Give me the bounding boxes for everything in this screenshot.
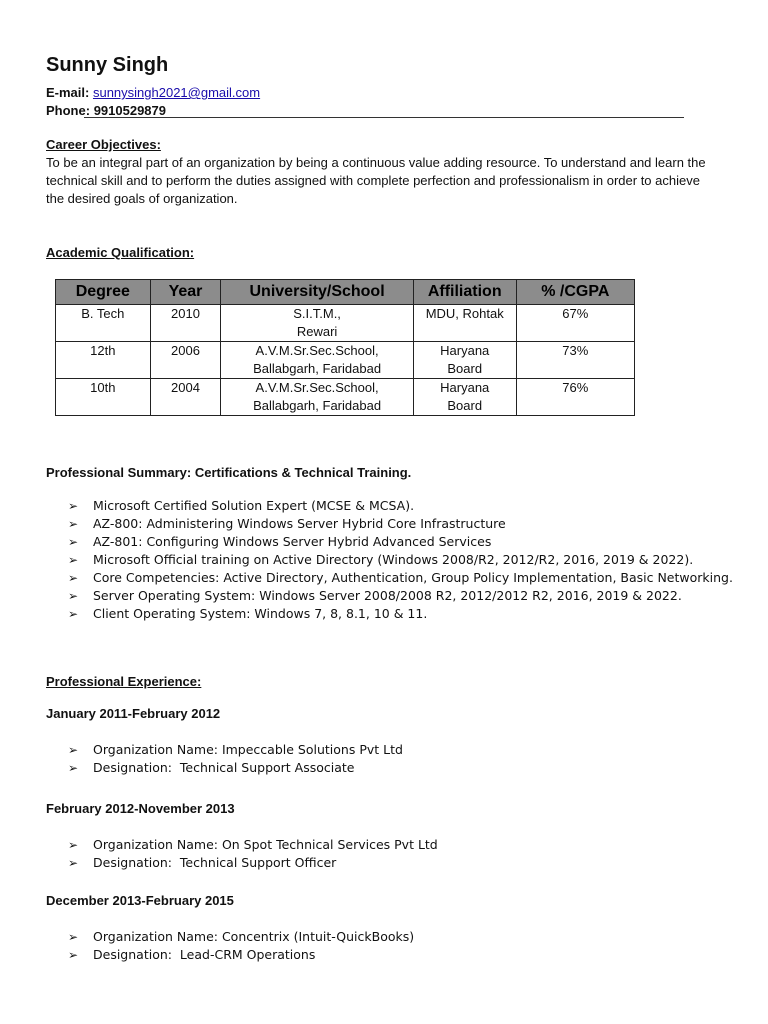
header-divider (84, 117, 684, 118)
list-item (46, 497, 733, 515)
cell-score: 73% (516, 342, 634, 379)
cell-year: 2004 (150, 379, 221, 416)
cell-degree: B. Tech (56, 305, 151, 342)
list-item (46, 587, 733, 605)
arrow-bullet-icon: ➢ (68, 499, 79, 513)
cell-degree: 10th (56, 379, 151, 416)
academic-table (55, 279, 635, 416)
school-line-2: Ballabgarh, Faridabad (253, 361, 382, 376)
cell-degree: 12th (56, 342, 151, 379)
arrow-bullet-icon: ➢ (68, 571, 79, 585)
col-year: Year (150, 280, 221, 305)
summary-section (46, 464, 726, 482)
certification-list (46, 497, 733, 623)
job-details-list (46, 928, 733, 964)
cell-school (221, 342, 413, 379)
list-item (46, 741, 733, 759)
list-item-text: AZ-801: Configuring Windows Server Hybrid Advanced Services (93, 534, 492, 549)
arrow-bullet-icon: ➢ (68, 930, 79, 944)
school-line-2: Rewari (296, 324, 338, 339)
arrow-bullet-icon: ➢ (68, 517, 79, 531)
summary-title: Professional Summary: Certifications & Technical Training. (46, 465, 412, 480)
list-item-text: Core Competencies: Active Directory, Authentication, Group Policy Implementation, Basic Networking. (93, 570, 733, 585)
experience-title: Professional Experience: (46, 674, 202, 689)
job-details-list (46, 741, 733, 777)
list-item-text: AZ-800: Administering Windows Server Hybrid Core Infrastructure (93, 516, 506, 531)
list-item (46, 759, 733, 777)
list-item (46, 569, 733, 587)
job-designation: Designation: Technical Support Officer (93, 855, 337, 870)
table-row (56, 305, 635, 342)
career-objectives-section (46, 136, 726, 208)
cell-school (221, 379, 413, 416)
school-line-2: Ballabgarh, Faridabad (253, 398, 382, 413)
list-item (46, 533, 733, 551)
arrow-bullet-icon: ➢ (68, 761, 79, 775)
cell-score: 76% (516, 379, 634, 416)
list-item-text: Client Operating System: Windows 7, 8, 8.1, 10 & 11. (93, 606, 428, 621)
list-item-text: Microsoft Certified Solution Expert (MCSE & MCSA). (93, 498, 415, 513)
email-label: E-mail: (46, 85, 90, 100)
career-objectives-text: To be an integral part of an organization by being a continuous value adding resource. To understand and learn the technical skill and to perform the duties assigned with complete perfection and professionalism in order to achieve the desired goals of organization. (46, 155, 706, 206)
arrow-bullet-icon: ➢ (68, 589, 79, 603)
job-organization: Organization Name: Impeccable Solutions Pvt Ltd (93, 742, 403, 757)
academic-section (46, 244, 726, 262)
list-item (46, 946, 733, 964)
job-designation: Designation: Technical Support Associate (93, 760, 355, 775)
affiliation-line-1: Haryana (440, 343, 490, 358)
table-row (56, 342, 635, 379)
school-line-1: S.I.T.M., (293, 306, 341, 321)
col-affiliation: Affiliation (413, 280, 516, 305)
school-line-1: A.V.M.Sr.Sec.School, (255, 380, 379, 395)
cell-score: 67% (516, 305, 634, 342)
resume-header (46, 52, 726, 120)
arrow-bullet-icon: ➢ (68, 743, 79, 757)
list-item (46, 836, 733, 854)
phone-label: Phone: (46, 103, 91, 118)
table-row (56, 379, 635, 416)
list-item (46, 605, 733, 623)
academic-title: Academic Qualification: (46, 245, 195, 260)
job-period: January 2011-February 2012 (46, 706, 221, 721)
col-score: % /CGPA (516, 280, 634, 305)
job-designation: Designation: Lead-CRM Operations (93, 947, 316, 962)
col-degree: Degree (56, 280, 151, 305)
arrow-bullet-icon: ➢ (68, 535, 79, 549)
list-item-text: Microsoft Official training on Active Directory (Windows 2008/R2, 2012/R2, 2016, 2019 & 2022). (93, 552, 694, 567)
affiliation-line-2: Board (447, 361, 483, 376)
phone-number: 9910529879 (93, 103, 166, 118)
list-item (46, 928, 733, 946)
job-details-list (46, 836, 733, 872)
job-period: December 2013-February 2015 (46, 893, 234, 908)
list-item (46, 551, 733, 569)
affiliation-line-1: Haryana (440, 380, 490, 395)
cell-school (221, 305, 413, 342)
cell-affiliation (413, 379, 516, 416)
experience-section (46, 673, 726, 691)
candidate-name: Sunny Singh (46, 54, 169, 76)
table-header-row (56, 280, 635, 305)
arrow-bullet-icon: ➢ (68, 553, 79, 567)
job-organization: Organization Name: Concentrix (Intuit-QuickBooks) (93, 929, 415, 944)
cell-year: 2006 (150, 342, 221, 379)
cell-affiliation (413, 305, 516, 342)
job-organization: Organization Name: On Spot Technical Services Pvt Ltd (93, 837, 438, 852)
arrow-bullet-icon: ➢ (68, 856, 79, 870)
list-item (46, 854, 733, 872)
job-period: February 2012-November 2013 (46, 801, 235, 816)
email-line (46, 84, 726, 102)
arrow-bullet-icon: ➢ (68, 838, 79, 852)
col-school: University/School (221, 280, 413, 305)
list-item (46, 515, 733, 533)
email-link[interactable]: sunnysingh2021@gmail.com (92, 85, 261, 100)
school-line-1: A.V.M.Sr.Sec.School, (255, 343, 379, 358)
affiliation-line-2: Board (447, 398, 483, 413)
affiliation-line-1: MDU, Rohtak (425, 306, 504, 321)
cell-year: 2010 (150, 305, 221, 342)
arrow-bullet-icon: ➢ (68, 607, 79, 621)
cell-affiliation (413, 342, 516, 379)
career-objectives-title: Career Objectives: (46, 137, 161, 152)
list-item-text: Server Operating System: Windows Server 2008/2008 R2, 2012/2012 R2, 2016, 2019 & 2022. (93, 588, 682, 603)
arrow-bullet-icon: ➢ (68, 948, 79, 962)
